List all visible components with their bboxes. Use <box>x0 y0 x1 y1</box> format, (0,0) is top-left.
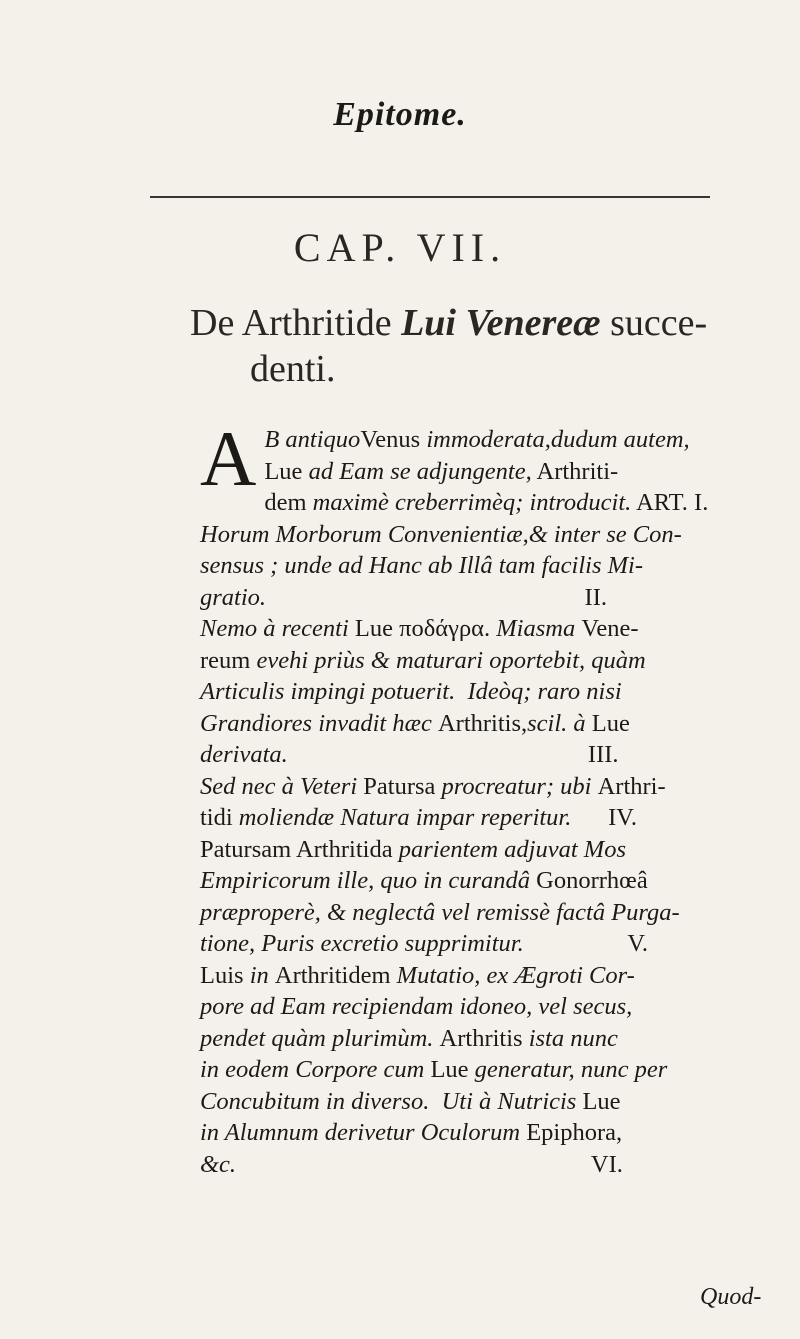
running-head: Epitome. <box>333 96 467 133</box>
text-line <box>200 519 760 551</box>
text-segment: Empiricorum ille, quo in curandâ <box>200 867 537 894</box>
text-segment: Lue <box>264 457 309 485</box>
text-line <box>200 1023 760 1055</box>
heading-part4: denti. <box>250 348 336 390</box>
text-segment: derivata. <box>200 741 288 768</box>
body-text <box>200 415 760 1180</box>
text-segment: ista nunc <box>528 1024 618 1052</box>
text-segment: maximè creberrimèq; introducit. <box>312 489 632 516</box>
text-segment: dem <box>264 489 313 516</box>
text-segment: gratio. <box>200 583 267 611</box>
text-line <box>200 897 760 929</box>
heading-part3: succe- <box>610 302 708 344</box>
chapter-heading <box>190 300 750 392</box>
text-segment: Lue ποδάγρα. <box>354 615 497 642</box>
text-line <box>200 771 760 803</box>
text-segment: III. <box>287 741 619 768</box>
text-segment: Venus <box>360 426 427 453</box>
text-segment: Concubitum in diverso. Uti à Nutricis <box>200 1087 583 1115</box>
text-segment: procreatur; ubi <box>441 772 598 800</box>
text-segment: Arthri- <box>597 772 666 800</box>
text-segment: Arthriti- <box>531 457 619 485</box>
text-segment: pendet quàm plurimùm. <box>200 1024 440 1052</box>
catchword: Quod- <box>700 1284 762 1310</box>
text-line <box>200 1054 760 1086</box>
text-segment: ART. I. <box>631 489 709 516</box>
text-segment: Lue <box>591 709 630 737</box>
text-segment: Lue <box>582 1087 621 1115</box>
text-segment: Epiphora, <box>526 1119 623 1146</box>
text-segment: V. <box>523 930 649 957</box>
text-segment: in eodem Corpore cum <box>200 1056 431 1083</box>
text-segment: pore ad Eam recipiendam idoneo, vel secus, <box>200 993 633 1020</box>
text-segment: IV. <box>571 804 637 831</box>
text-segment: Arthritis, <box>437 709 528 737</box>
text-line <box>200 613 760 645</box>
header-rule <box>150 196 710 198</box>
text-line <box>200 708 760 740</box>
text-line <box>200 456 760 488</box>
text-line <box>200 834 760 866</box>
heading-part1: De Arthritide <box>190 302 392 344</box>
text-line <box>200 802 760 834</box>
text-line <box>200 739 760 771</box>
text-segment: immoderata,dudum autem, <box>426 426 690 453</box>
text-segment: generatur, nunc per <box>474 1056 668 1083</box>
text-line <box>200 865 760 897</box>
text-segment: parientem adjuvat Mos <box>398 835 626 863</box>
text-segment: Vene- <box>581 615 639 642</box>
text-segment: Luis <box>200 961 250 989</box>
drop-cap: A <box>200 415 257 502</box>
text-segment: moliendæ Natura impar reperitur. <box>238 804 572 831</box>
text-line <box>200 424 760 456</box>
text-segment: Lue <box>430 1056 475 1083</box>
text-segment: VI. <box>236 1150 623 1178</box>
text-segment: sensus ; unde ad Hanc ab Illâ tam facilis Mi- <box>200 552 643 579</box>
text-segment: Articulis impingi potuerit. Ideòq; raro nisi <box>200 678 622 705</box>
heading-part2: Lui Venereæ <box>401 302 601 344</box>
text-segment: scil. à <box>527 709 592 737</box>
text-line <box>200 582 760 614</box>
text-line <box>200 991 760 1023</box>
text-line <box>200 1086 760 1118</box>
text-segment: Patursam Arthritida <box>200 835 399 863</box>
text-line <box>200 1117 760 1149</box>
text-segment: Patursa <box>363 772 442 800</box>
text-line <box>200 550 760 582</box>
text-line <box>200 676 760 708</box>
text-segment: ad Eam se adjungente, <box>308 457 532 485</box>
text-segment: B antiquo <box>264 426 361 453</box>
text-segment: Horum Morborum Convenientiæ,& inter se Con- <box>200 520 682 548</box>
text-segment: Arthritidem <box>274 961 397 989</box>
text-segment: præproperè, & neglectâ vel remissè factâ Purga- <box>200 898 680 926</box>
text-segment: in Alumnum derivetur Oculorum <box>200 1119 527 1146</box>
text-line <box>200 645 760 677</box>
chapter-title: CAP. VII. <box>293 225 507 270</box>
text-segment: tione, Puris excretio supprimitur. <box>200 930 524 957</box>
text-segment: evehi priùs & maturari oportebit, quàm <box>256 646 646 674</box>
text-segment: tidi <box>200 804 239 831</box>
text-line <box>200 928 760 960</box>
text-line <box>200 1149 760 1181</box>
text-segment: Grandiores invadit hæc <box>200 709 438 737</box>
text-segment: Miasma <box>496 615 582 642</box>
text-segment: Arthritis <box>439 1024 529 1052</box>
text-line <box>200 487 760 519</box>
text-segment: Nemo à recenti <box>200 615 355 642</box>
text-line <box>200 960 760 992</box>
text-segment: &c. <box>200 1150 237 1178</box>
text-segment: reum <box>200 646 257 674</box>
text-segment: Gonorrhœâ <box>536 867 648 894</box>
text-segment: in <box>249 961 275 989</box>
text-segment: Sed nec à Veteri <box>200 772 364 800</box>
text-segment: II. <box>266 583 607 611</box>
text-segment: Mutatio, ex Ægroti Cor- <box>396 961 635 989</box>
